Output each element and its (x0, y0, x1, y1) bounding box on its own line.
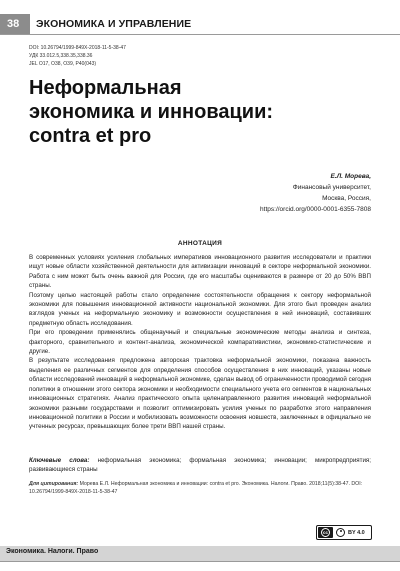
section-title: ЭКОНОМИКА И УПРАВЛЕНИЕ (36, 18, 192, 30)
title-line-1: Неформальная (29, 77, 182, 99)
cc-icon-text: cc (322, 530, 328, 535)
author-block (260, 171, 371, 215)
cc-icon (318, 527, 333, 538)
citation-label: Для цитирования: (29, 481, 79, 487)
footer-divider (0, 561, 400, 562)
author-location: Москва, Россия, (322, 195, 371, 202)
abstract-paragraph: Поэтому целью настоящей работы стало определение состоятельности обращения к сектору неформальной экономики для повышения инновационной активности национальной экономики. Для этого был проведен анализ взглядов ученых на неформальную экономику и возможности осуществления в ней инноваций, составивших предметную область исследования. (29, 291, 371, 327)
footer-journal-title: Экономика. Налоги. Право (6, 548, 99, 555)
abstract-body (29, 253, 371, 432)
doi-line: DOI: 10.26794/1999-849X-2018-11-5-38-47 (29, 45, 126, 51)
abstract-paragraph: При его проведении применялись общенаучный и специальные экономические методы анализа и синтеза, факторного, сравнительного и контент-анализа, экономической компаративистики, экономико-статистические и другие. (29, 329, 371, 356)
title-line-3: contra et pro (29, 125, 152, 147)
jel-line: JEL O17, O38, O39, P40(043) (29, 61, 97, 67)
author-affiliation: Финансовый университет, (292, 184, 371, 191)
article-title (29, 76, 369, 148)
citation-text: Морева Е.Л. Неформальная экономика и инновации: contra et pro. Экономика. Налоги. Право. 2018;11(5):38-47. DOI: 10.26794/1999-849X-2018-11-5-38-47 (29, 481, 363, 495)
header-divider (0, 34, 400, 35)
citation (29, 480, 371, 496)
article-meta (29, 44, 126, 68)
title-line-2: экономика и инновации: (29, 101, 274, 123)
author-orcid-link[interactable]: https://orcid.org/0000-0001-6355-7808 (260, 206, 371, 213)
udk-line: УДК 33.012.5,338.35,338.36 (29, 53, 93, 59)
keywords-label: Ключевые слова: (29, 457, 90, 464)
author-name: Е.Л. Морева, (330, 173, 371, 180)
abstract-paragraph: В результате исследования предложена авторская трактовка неформальной экономики, показана важность выделения ее различных сегментов для определения способов осуществления в них инноваций, указаны новые области исследований инноваций в неформальной экономике, сделан вывод об ограниченности проводимой сегодня политики в отношении этого сектора экономики и необходимости специального учета его сегментов в национальных инновационных стратегиях. Анализ практического опыта целенаправленного развития инноваций неформальной экономики разными государствами и позволит оптимизировать усилия ученых по разработке этого направления инновационной политики в России и мобилизовать возможности освоения новшеств, заключенных в официально не учтенных ресурсах, превышающих более трети ВВП нашей страны. (29, 357, 371, 431)
abstract-paragraph: В современных условиях усиления глобальных императивов инновационного развития исследователи и практики ищут новые области хозяйственной деятельности для активизации инноваций в секторе неформальной экономики. Работа с ним может быть очень важной для России, где его масштабы оцениваются в размере от 20 до 50% ВВП страны. (29, 254, 371, 290)
attribution-icon (336, 528, 345, 537)
page-header (0, 14, 400, 34)
abstract-heading: АННОТАЦИЯ (177, 240, 223, 247)
cc-by-label: BY 4.0 (348, 529, 365, 536)
page-number: 38 (0, 14, 30, 34)
keywords (29, 456, 371, 475)
cc-license-badge[interactable] (316, 525, 372, 540)
keywords-text: неформальная экономика; формальная экономика; инновации; микропредприятия; развивающиеся страны (29, 457, 371, 474)
